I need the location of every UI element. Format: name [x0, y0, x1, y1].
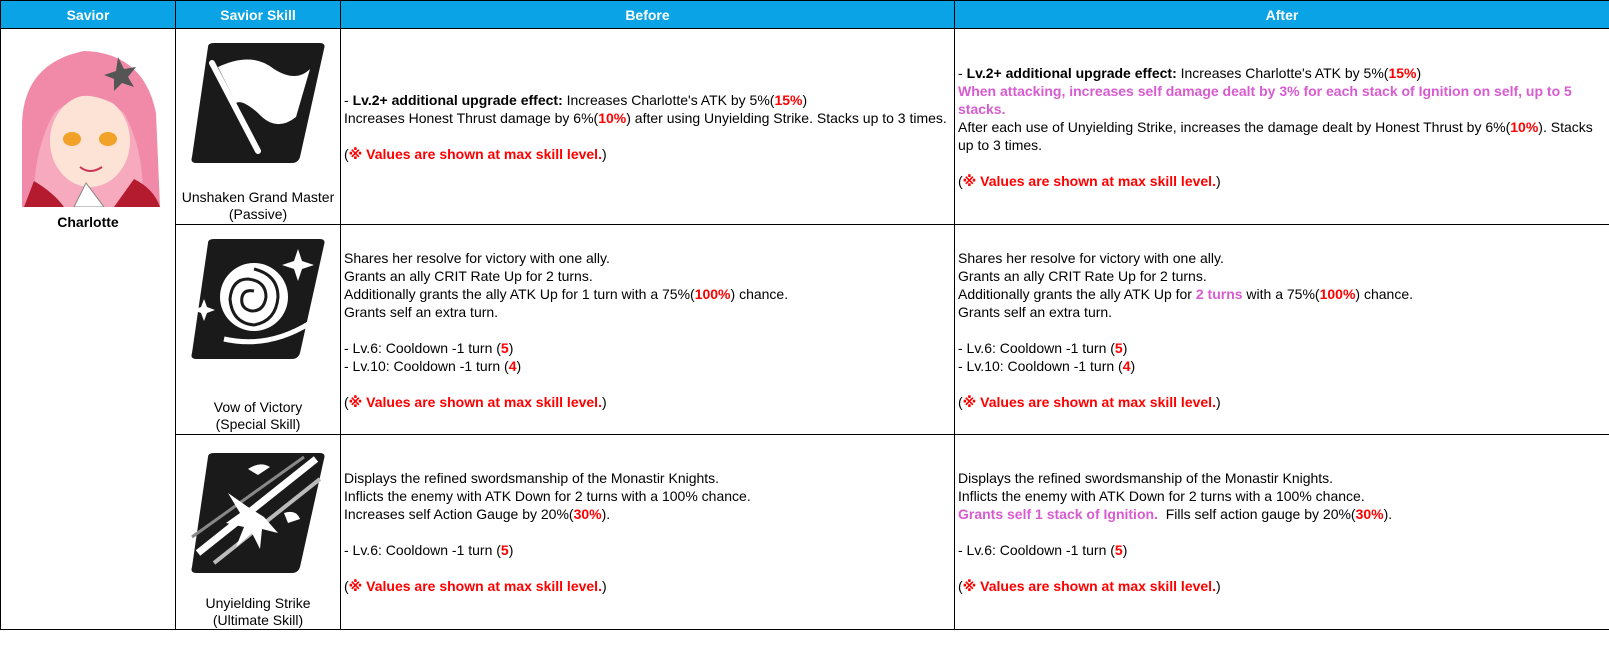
skill-row-ultimate [1, 435, 1609, 630]
flag-icon [188, 43, 328, 163]
before-ultimate: Displays the refined swordsmanship of the Monastir Knights. Inflicts the enemy with ATK Down for 2 turns with a 100% chance. Increases self Action Gauge by 20%(30%). - Lv.6: Cooldown -1 turn (5) (※ Values are shown at max skill level.) [341, 435, 955, 630]
header-after: After [955, 1, 1609, 29]
skill-cell-special [176, 225, 341, 435]
header-row [1, 1, 1609, 29]
after-passive: - Lv.2+ additional upgrade effect: Increases Charlotte's ATK by 5%(15%) When attacking, increases self damage dealt by 3% for each stack of Ignition on self, up to 5 stacks. After each use of Unyielding Strike, increases the damage dealt by Honest Thrust by 6%(10%). Stacks up to 3 times. (※ Values are shown at max skill level.) [955, 29, 1609, 225]
skill-cell-ultimate [176, 435, 341, 630]
note-after-special: ※ Values are shown at max skill level. [962, 393, 1216, 410]
charlotte-portrait [14, 43, 162, 207]
after-special: Shares her resolve for victory with one ally. Grants an ally CRIT Rate Up for 2 turns. Additionally grants the ally ATK Up for 2 turns with a 75%(100%) chance. Grants self an extra turn. - Lv.6: Cooldown -1 turn (5) - Lv.10: Cooldown -1 turn (4) (※ Values are shown at max skill level.) [955, 225, 1609, 435]
savior-cell [1, 29, 176, 630]
savior-name: Charlotte [57, 214, 119, 230]
skill-name-passive: Unshaken Grand Master [181, 189, 335, 205]
skill-cell-passive [176, 29, 341, 225]
header-skill: Savior Skill [176, 1, 341, 29]
skill-type-ultimate: (Ultimate Skill) [212, 612, 304, 628]
skill-name-special: Vow of Victory [213, 399, 303, 415]
after-passive-new-effect: When attacking, increases self damage dealt by 3% for each stack of Ignition on self, up to 5 stacks. [958, 82, 1576, 117]
skill-type-passive: (Passive) [228, 206, 288, 222]
note-before-passive: ※ Values are shown at max skill level. [348, 145, 602, 162]
note-after-ultimate: ※ Values are shown at max skill level. [962, 578, 1216, 594]
skill-row-special [1, 225, 1609, 435]
before-passive: - Lv.2+ additional upgrade effect: Increases Charlotte's ATK by 5%(15%) Increases Honest Thrust damage by 6%(10%) after using Unyielding Strike. Stacks up to 3 times. (※ Values are shown at max skill level.) [341, 29, 955, 225]
note-after-passive: ※ Values are shown at max skill level. [962, 172, 1216, 189]
after-ultimate: Displays the refined swordsmanship of the Monastir Knights. Inflicts the enemy with ATK Down for 2 turns with a 100% chance. Grants self 1 stack of Ignition. Fills self action gauge by 20%(30%). - Lv.6: Cooldown -1 turn (5) (※ Values are shown at max skill level.) [955, 435, 1609, 630]
sword-strike-icon [188, 453, 328, 573]
before-special: Shares her resolve for victory with one ally. Grants an ally CRIT Rate Up for 2 turns. Additionally grants the ally ATK Up for 1 turn with a 75%(100%) chance. Grants self an extra turn. - Lv.6: Cooldown -1 turn (5) - Lv.10: Cooldown -1 turn (4) (※ Values are shown at max skill level.) [341, 225, 955, 435]
rose-icon [188, 239, 328, 359]
header-before: Before [341, 1, 955, 29]
skill-type-special: (Special Skill) [215, 416, 301, 432]
header-savior: Savior [1, 1, 176, 29]
note-before-ultimate: ※ Values are shown at max skill level. [348, 578, 602, 594]
skill-name-ultimate: Unyielding Strike [205, 595, 311, 611]
note-before-special: ※ Values are shown at max skill level. [348, 393, 602, 410]
skill-row-passive [1, 29, 1609, 225]
